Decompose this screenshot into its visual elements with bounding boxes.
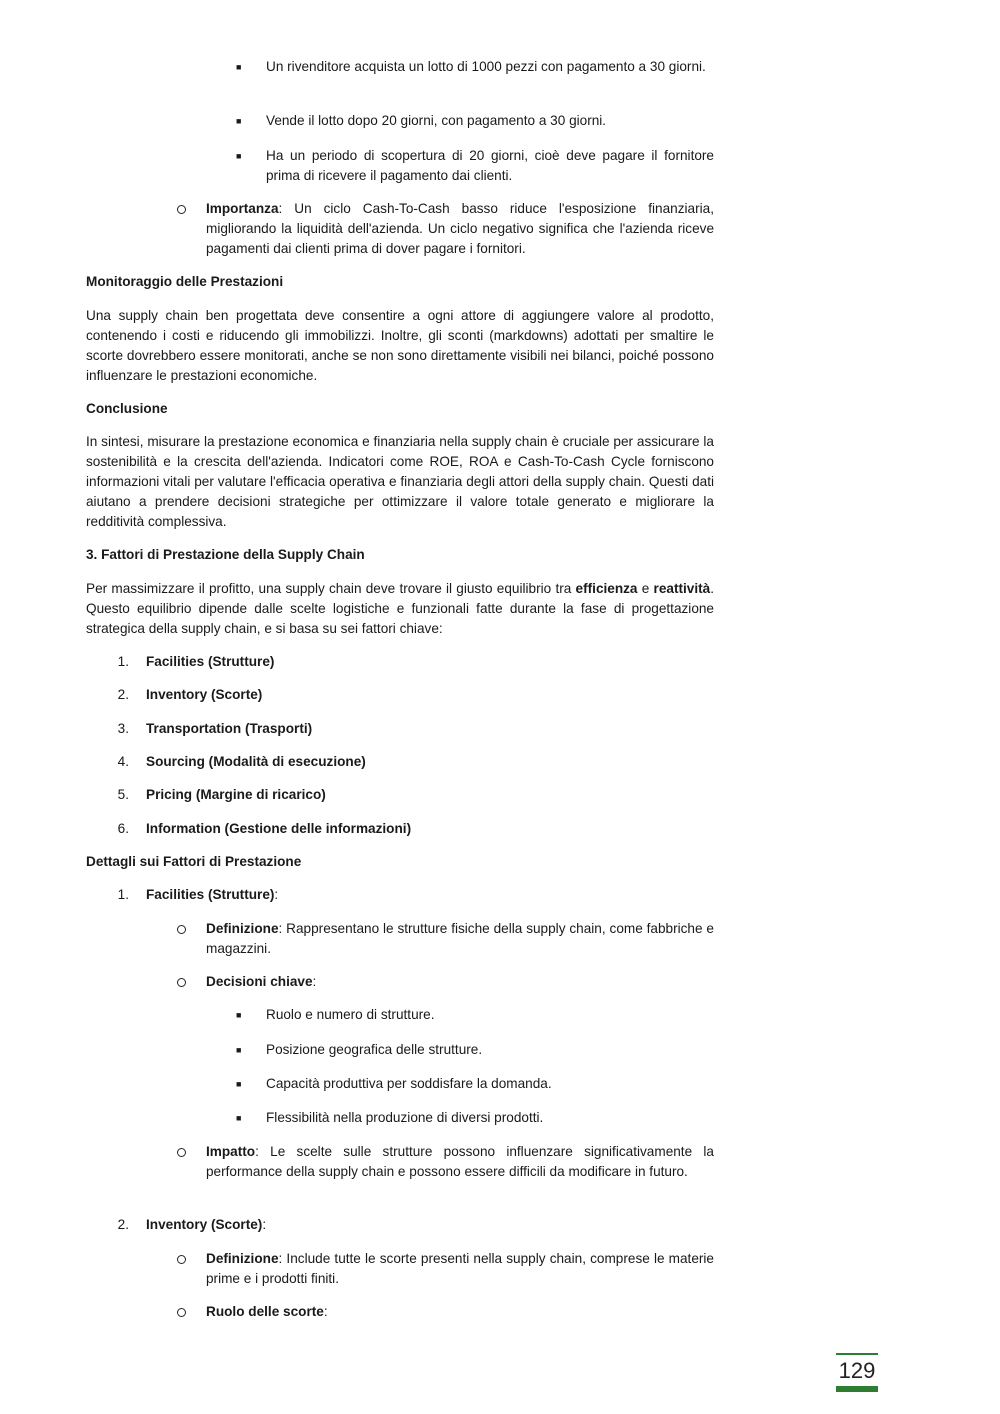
impact-paragraph [206, 1142, 714, 1182]
bullet-icon: ■ [236, 62, 242, 72]
bullet-icon: ■ [236, 1010, 242, 1020]
circle-bullet-icon [177, 1255, 186, 1264]
list-number: 2. [117, 1217, 129, 1232]
intro-text: . Questo equilibrio dipende dalle scelte logistiche e funzionali fatte durante la fase di progettazione strategica della supply chain, e si basa su sei fattori chiave: [86, 581, 714, 636]
list-item: Flessibilità nella produzione di diversi prodotti. [266, 1110, 544, 1125]
circle-bullet-icon [177, 205, 186, 214]
list-item: Sourcing (Modalità di esecuzione) [146, 754, 366, 769]
definition-text: : Include tutte le scorte presenti nella supply chain, comprese le materie prime e i prodotti finiti. [206, 1251, 714, 1286]
bullet-icon: ■ [236, 151, 242, 161]
list-item: Ruolo e numero di strutture. [266, 1007, 435, 1022]
paragraph: In sintesi, misurare la prestazione economica e finanziaria nella supply chain è cruciale per assicurare la sostenibilità e la crescita dell'azienda. Indicatori come ROE, ROA e Cash-To-Cash Cycle forniscono informazioni vitali per valutare l'efficacia operativa e finanziaria degli attori della supply chain. Questi dati aiutano a prendere decisioni strategiche per ottimizzare il valore totale generato e migliorare la redditività complessiva. [86, 434, 714, 529]
list-item: Facilities (Strutture) [146, 654, 275, 669]
importanza-text: : Un ciclo Cash-To-Cash basso riduce l'esposizione finanziaria, migliorando la liquidità dell'azienda. Un ciclo negativo significa che l'azienda riceve pagamenti dai clienti prima di dover pagare i fornitori. [206, 201, 714, 256]
list-item [146, 1215, 266, 1235]
decisions-label [206, 972, 316, 992]
importanza-label: Importanza [206, 201, 279, 216]
intro-text: e [637, 581, 654, 596]
list-item: Pricing (Margine di ricarico) [146, 787, 326, 802]
role-label-text: Ruolo delle scorte [206, 1304, 324, 1319]
colon: : [323, 1304, 328, 1319]
circle-bullet-icon [177, 978, 186, 987]
list-number: 3. [117, 721, 129, 736]
list-number: 1. [117, 887, 129, 902]
paragraph [86, 579, 714, 639]
bullet-icon: ■ [236, 116, 242, 126]
list-number: 1. [117, 654, 129, 669]
list-item: Ha un periodo di scopertura di 20 giorni, cioè deve pagare il fornitore prima di ricevere il pagamento dai clienti. [266, 148, 714, 183]
colon: : [262, 1217, 267, 1232]
section-heading: Conclusione [86, 401, 168, 416]
section-heading: 3. Fattori di Prestazione della Supply Chain [86, 547, 365, 562]
intro-text: Per massimizzare il profitto, una supply chain deve trovare il giusto equilibrio tra [86, 581, 576, 596]
page-number-rule [836, 1353, 878, 1355]
colon: : [274, 887, 279, 902]
decisions-label-text: Decisioni chiave [206, 974, 313, 989]
impact-label: Impatto [206, 1144, 256, 1159]
list-number: 5. [117, 787, 129, 802]
circle-bullet-icon [177, 925, 186, 934]
intro-bold: reattività [653, 581, 711, 596]
list-item: Un rivenditore acquista un lotto di 1000 pezzi con pagamento a 30 giorni. [266, 59, 706, 74]
factor-label: Inventory (Scorte) [146, 1217, 263, 1232]
definition-label: Definizione [206, 1251, 279, 1266]
section-heading: Monitoraggio delle Prestazioni [86, 274, 284, 289]
definition-text: : Rappresentano le strutture fisiche della supply chain, come fabbriche e magazzini. [206, 921, 714, 956]
list-item: Posizione geografica delle strutture. [266, 1042, 483, 1057]
bullet-icon: ■ [236, 1113, 242, 1123]
page-number-bar [836, 1386, 878, 1392]
list-number: 4. [117, 754, 129, 769]
colon: : [312, 974, 317, 989]
bullet-icon: ■ [236, 1045, 242, 1055]
list-item: Vende il lotto dopo 20 giorni, con pagamento a 30 giorni. [266, 113, 607, 128]
role-label [206, 1302, 328, 1322]
section-heading: Dettagli sui Fattori di Prestazione [86, 854, 302, 869]
intro-bold: efficienza [575, 581, 638, 596]
circle-bullet-icon [177, 1148, 186, 1157]
list-item: Capacità produttiva per soddisfare la domanda. [266, 1076, 552, 1091]
list-number: 6. [117, 821, 129, 836]
list-number: 2. [117, 687, 129, 702]
definition-label: Definizione [206, 921, 279, 936]
definition-paragraph [206, 1249, 714, 1289]
list-item [146, 885, 278, 905]
list-item: Transportation (Trasporti) [146, 721, 313, 736]
list-item: Information (Gestione delle informazioni) [146, 821, 412, 836]
factor-label: Facilities (Strutture) [146, 887, 275, 902]
paragraph: Una supply chain ben progettata deve consentire a ogni attore di aggiungere valore al prodotto, contenendo i costi e riducendo gli immobilizzi. Inoltre, gli sconti (markdowns) adottati per smaltire le scorte dovrebbero essere monitorati, anche se non sono direttamente visibili nei bilanci, poiché possono influenzare le prestazioni economiche. [86, 308, 714, 383]
page-number: 129 [838, 1358, 876, 1383]
definition-paragraph [206, 919, 714, 959]
circle-bullet-icon [177, 1308, 186, 1317]
importanza-paragraph [206, 199, 714, 259]
bullet-icon: ■ [236, 1079, 242, 1089]
impact-text: : Le scelte sulle strutture possono influenzare significativamente la performance della supply chain e possono essere difficili da modificare in futuro. [206, 1144, 714, 1179]
list-item: Inventory (Scorte) [146, 687, 263, 702]
